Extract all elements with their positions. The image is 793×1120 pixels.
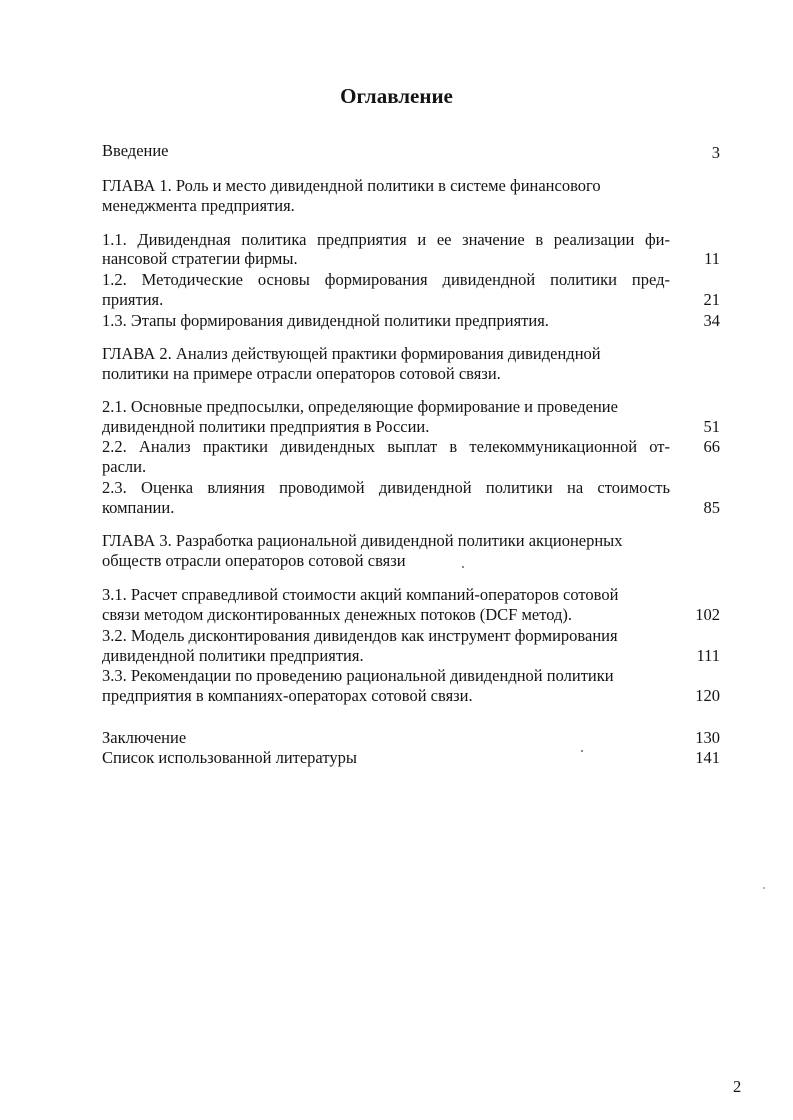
- section-3-2-title: 3.2. Модель дисконтирования дивидендов как инструмент формирования: [102, 626, 618, 645]
- section-2-3-title: 2.3. Оценка влияния проводимой дивидендной политики на стоимость: [102, 478, 670, 497]
- section-2-2-title: 2.2. Анализ практики дивидендных выплат в телекоммуникационной от-: [102, 437, 670, 456]
- section-1-3-page: 34: [703, 311, 720, 330]
- section-1-3-title: 1.3. Этапы формирования дивидендной политики предприятия.: [102, 311, 549, 330]
- section-2-2-title-cont: расли.: [102, 457, 147, 476]
- section-2-1-title: 2.1. Основные предпосылки, определяющие формирование и проведение: [102, 397, 618, 416]
- toc-intro-label: Введение: [102, 141, 169, 160]
- chapter-2-heading-cont: политики на примере отрасли операторов сотовой связи.: [102, 364, 501, 383]
- chapter-1-heading-cont: менеджмента предприятия.: [102, 196, 295, 215]
- section-2-3-page: 85: [703, 498, 720, 517]
- section-3-1-title-cont: связи методом дисконтированных денежных потоков (DCF метод).: [102, 605, 573, 624]
- toc-references-page: 141: [695, 748, 720, 767]
- scan-speck: [763, 887, 765, 889]
- section-2-2-page: 66: [703, 437, 720, 456]
- chapter-3-heading: ГЛАВА 3. Разработка рациональной дивидендной политики акционерных: [102, 531, 623, 550]
- section-3-3-title: 3.3. Рекомендации по проведению рациональной дивидендной политики: [102, 666, 614, 685]
- chapter-3-heading-cont: обществ отрасли операторов сотовой связи: [102, 551, 406, 570]
- toc-intro-page: 3: [711, 143, 720, 162]
- section-1-2-title-cont: приятия.: [102, 290, 164, 309]
- section-3-1-page: 102: [695, 605, 720, 624]
- section-1-2-page: 21: [703, 290, 720, 309]
- toc-conclusion-label: Заключение: [102, 728, 187, 747]
- scan-speck: [462, 566, 464, 568]
- section-1-1-title-cont: нансовой стратегии фирмы.: [102, 249, 298, 268]
- page-number: 2: [733, 1077, 742, 1096]
- section-1-1-page: 11: [704, 249, 720, 268]
- toc-references-label: Список использованной литературы: [102, 748, 357, 767]
- section-2-1-title-cont: дивидендной политики предприятия в России.: [102, 417, 430, 436]
- section-2-1-page: 51: [703, 417, 720, 436]
- chapter-1-heading: ГЛАВА 1. Роль и место дивидендной политики в системе финансового: [102, 176, 601, 195]
- section-1-2-title: 1.2. Методические основы формирования дивидендной политики пред-: [102, 270, 670, 289]
- section-2-3-title-cont: компании.: [102, 498, 175, 517]
- toc-conclusion-page: 130: [695, 728, 720, 747]
- section-3-2-title-cont: дивидендной политики предприятия.: [102, 646, 364, 665]
- scan-speck: [581, 750, 583, 752]
- section-3-3-page: 120: [695, 686, 720, 705]
- document-title: Оглавление: [340, 84, 453, 108]
- section-1-1-title: 1.1. Дивидендная политика предприятия и ее значение в реализации фи-: [102, 230, 670, 249]
- section-3-3-title-cont: предприятия в компаниях-операторах сотовой связи.: [102, 686, 473, 705]
- section-3-2-page: 111: [696, 646, 720, 665]
- chapter-2-heading: ГЛАВА 2. Анализ действующей практики формирования дивидендной: [102, 344, 601, 363]
- section-3-1-title: 3.1. Расчет справедливой стоимости акций компаний-операторов сотовой: [102, 585, 619, 604]
